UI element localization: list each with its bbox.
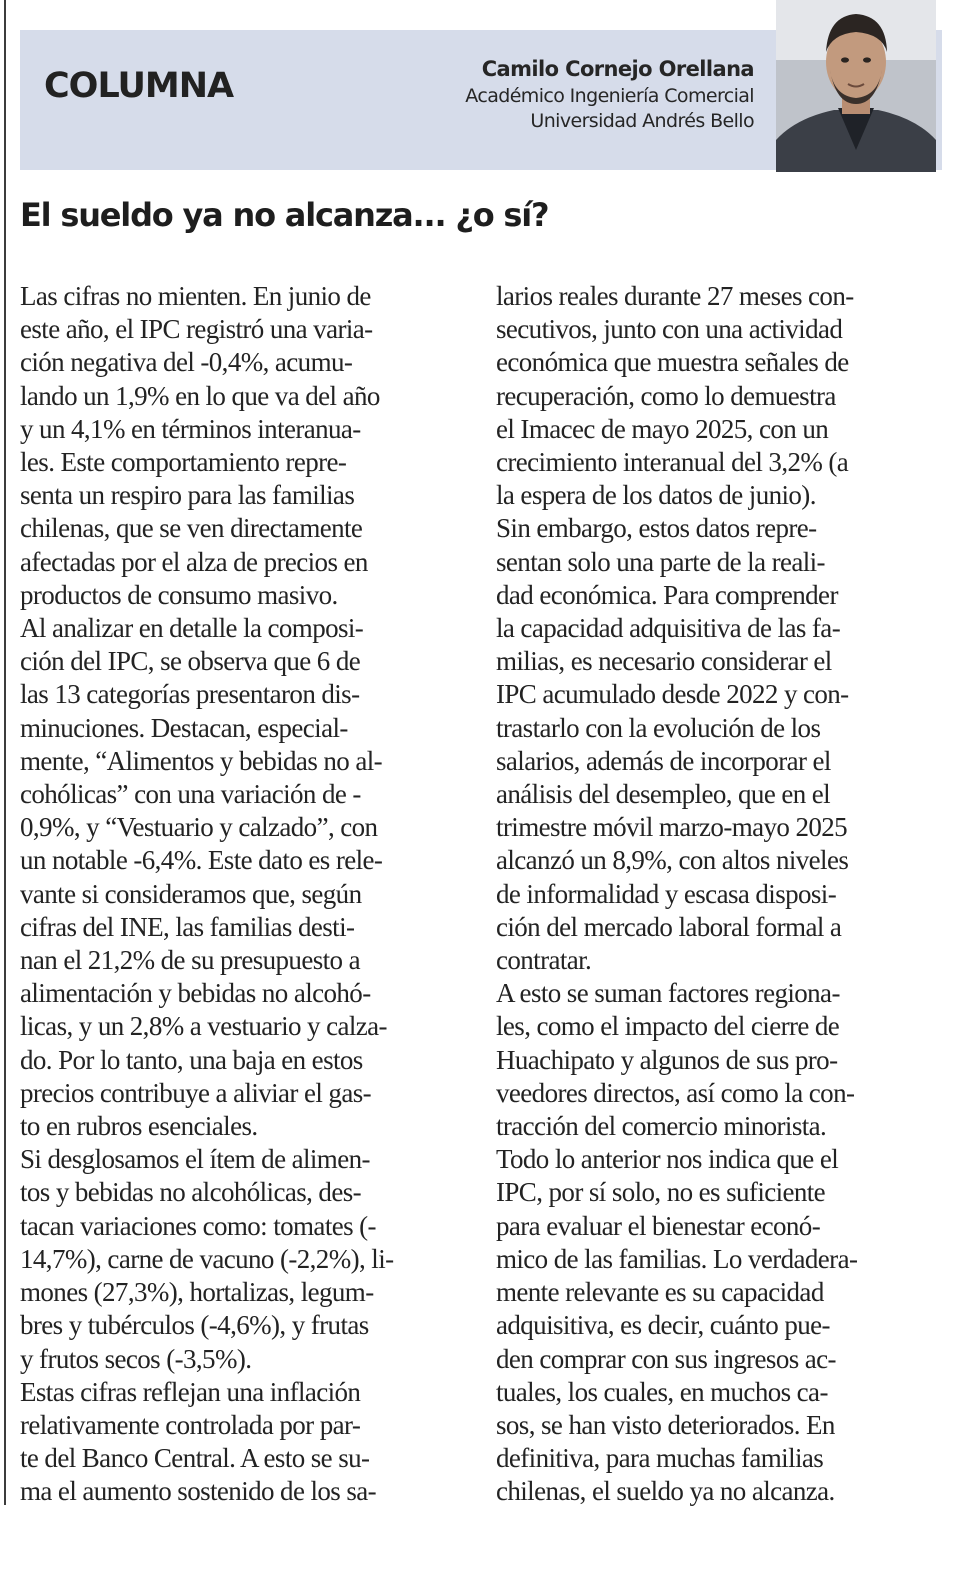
text-line: este año, el IPC registró una varia- (20, 314, 373, 345)
section-label: COLUMNA (44, 66, 234, 106)
text-line: veedores directos, así como la con- (496, 1077, 855, 1108)
text-line: alcanzó un 8,9%, con altos niveles (496, 845, 849, 876)
text-line: dad económica. Para comprender (496, 579, 838, 610)
text-line: les. Este comportamiento repre- (20, 447, 347, 478)
text-line: para evaluar el bienestar econó- (496, 1210, 821, 1241)
text-line: sentan solo una parte de la reali- (496, 546, 825, 577)
text-line: el Imacec de mayo 2025, con un (496, 413, 829, 444)
author-role: Académico Ingeniería Comercial (465, 85, 754, 107)
text-line: 0,9%, y “Vestuario y calzado”, con (20, 812, 378, 843)
text-line: nan el 21,2% de su presupuesto a (20, 945, 360, 976)
text-line: Estas cifras reflejan una inflación (20, 1376, 361, 1407)
text-line: Las cifras no mienten. En junio de (20, 281, 371, 311)
text-line: Todo lo anterior nos indica que el (496, 1144, 839, 1175)
text-line: económica que muestra señales de (496, 347, 849, 378)
text-line: licas, y un 2,8% a vestuario y calza- (20, 1011, 387, 1042)
text-line: adquisitiva, es decir, cuánto pue- (496, 1310, 830, 1341)
text-line: te del Banco Central. A esto se su- (20, 1443, 370, 1474)
author-photo (776, 0, 936, 172)
text-line: relativamente controlada por par- (20, 1409, 361, 1440)
text-line: un notable -6,4%. Este dato es rele- (20, 845, 383, 876)
text-line: crecimiento interanual del 3,2% (a (496, 447, 849, 478)
article-column-left (20, 280, 462, 1509)
text-line: las 13 categorías presentaron dis- (20, 679, 360, 710)
text-line: bres y tubérculos (-4,6%), y frutas (20, 1310, 369, 1341)
text-line: Si desglosamos el ítem de alimen- (20, 1144, 370, 1175)
text-line: Al analizar en detalle la composi- (20, 613, 364, 644)
text-line: sos, se han visto deteriorados. En (496, 1409, 835, 1440)
text-line: larios reales durante 27 meses con- (496, 281, 854, 311)
author-portrait-icon (776, 0, 936, 172)
text-line: salarios, además de incorporar el (496, 745, 831, 776)
text-line: chilenas, el sueldo ya no alcanza. (496, 1476, 835, 1507)
text-line: de informalidad y escasa disposi- (496, 878, 837, 909)
text-line: milias, es necesario considerar el (496, 646, 832, 677)
text-line: definitiva, para muchas familias (496, 1443, 824, 1474)
text-line: les, como el impacto del cierre de (496, 1011, 840, 1042)
text-line: ma el aumento sostenido de los sa- (20, 1476, 377, 1507)
text-line: trimestre móvil marzo-mayo 2025 (496, 812, 848, 843)
text-line: chilenas, que se ven directamente (20, 513, 363, 544)
author-block (465, 54, 754, 134)
text-line: cifras del INE, las familias desti- (20, 911, 355, 942)
author-name: Camilo Cornejo Orellana (481, 57, 754, 81)
text-line: minuciones. Destacan, especial- (20, 712, 348, 743)
text-line: cohólicas” con una variación de - (20, 779, 361, 810)
text-line: den comprar con sus ingresos ac- (496, 1343, 836, 1374)
author-affiliation: Universidad Andrés Bello (530, 110, 754, 132)
text-line: análisis del desempleo, que en el (496, 779, 831, 810)
text-line: trastarlo con la evolución de los (496, 712, 821, 743)
text-line: contratar. (496, 945, 592, 976)
text-line: y frutos secos (-3,5%). (20, 1343, 252, 1374)
text-line: ción negativa del -0,4%, acumu- (20, 347, 353, 378)
text-line: recuperación, como lo demuestra (496, 380, 836, 411)
text-line: secutivos, junto con una actividad (496, 314, 843, 345)
text-line: tos y bebidas no alcohólicas, des- (20, 1177, 362, 1208)
text-line: y un 4,1% en términos interanua- (20, 413, 361, 444)
text-line: tacan variaciones como: tomates (- (20, 1210, 376, 1241)
text-line: ción del mercado laboral formal a (496, 911, 842, 942)
text-line: mico de las familias. Lo verdadera- (496, 1243, 858, 1274)
article-headline: El sueldo ya no alcanza... ¿o sí? (20, 196, 549, 234)
text-line: vante si consideramos que, según (20, 878, 362, 909)
text-line: mente, “Alimentos y bebidas no al- (20, 745, 383, 776)
text-line: tuales, los cuales, en muchos ca- (496, 1376, 828, 1407)
text-line: senta un respiro para las familias (20, 480, 355, 511)
text-line: productos de consumo masivo. (20, 579, 338, 610)
text-line: Huachipato y algunos de sus pro- (496, 1044, 838, 1075)
text-line: precios contribuye a aliviar el gas- (20, 1077, 371, 1108)
text-line: ción del IPC, se observa que 6 de (20, 646, 361, 677)
text-line: afectadas por el alza de precios en (20, 546, 368, 577)
text-line: Sin embargo, estos datos repre- (496, 513, 817, 544)
text-line: tracción del comercio minorista. (496, 1111, 827, 1142)
text-line: IPC acumulado desde 2022 y con- (496, 679, 849, 710)
text-line: la espera de los datos de junio). (496, 480, 816, 511)
text-line: alimentación y bebidas no alcohó- (20, 978, 371, 1009)
text-line: A esto se suman factores regiona- (496, 978, 840, 1009)
text-line: mones (27,3%), hortalizas, legum- (20, 1277, 374, 1308)
text-line: do. Por lo tanto, una baja en estos (20, 1044, 363, 1075)
text-line: mente relevante es su capacidad (496, 1277, 824, 1308)
article-column-right (496, 280, 932, 1509)
text-line: la capacidad adquisitiva de las fa- (496, 613, 841, 644)
text-line: 14,7%), carne de vacuno (-2,2%), li- (20, 1243, 394, 1274)
text-line: lando un 1,9% en lo que va del año (20, 380, 380, 411)
text-line: to en rubros esenciales. (20, 1111, 258, 1142)
text-line: IPC, por sí solo, no es suficiente (496, 1177, 826, 1208)
page-left-rule (4, 0, 6, 1505)
